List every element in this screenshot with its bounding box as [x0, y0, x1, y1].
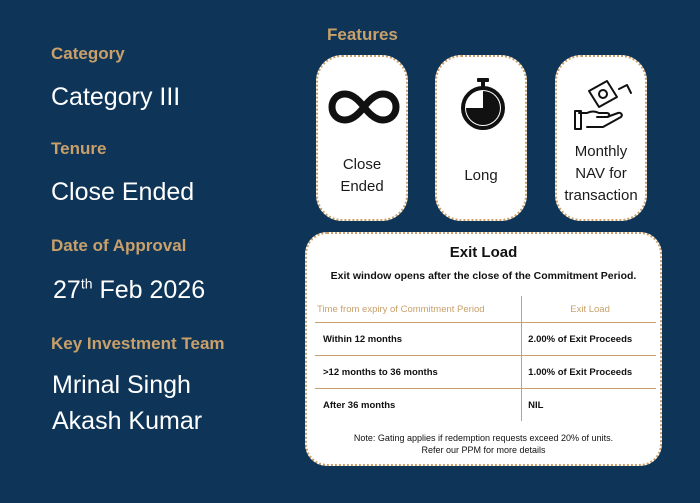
- note-line: Refer our PPM for more details: [421, 445, 546, 456]
- team-member: Mrinal Singh: [52, 371, 191, 399]
- exit-load-title: Exit Load: [449, 244, 518, 261]
- approval-suffix: th: [80, 275, 93, 292]
- table-header: Exit Load: [522, 296, 656, 323]
- money-hand-icon: [557, 77, 645, 129]
- exit-load-table: [315, 296, 656, 421]
- feature-card-close-ended: [316, 55, 408, 221]
- tenure-value: Close Ended: [51, 178, 195, 206]
- category-value: Category III: [51, 83, 181, 111]
- table-cell: Within 12 months: [315, 323, 522, 356]
- approval-month-year: Feb 2026: [99, 276, 206, 304]
- exit-load-subtitle: Exit window opens after the close of the Commitment Period.: [330, 270, 637, 282]
- feature-text: transaction: [564, 186, 638, 204]
- note-line: Note: Gating applies if redemption requests exceed 20% of units.: [353, 433, 614, 443]
- features-title: Features: [327, 25, 398, 44]
- category-label: Category: [51, 44, 125, 63]
- stopwatch-icon: [437, 81, 525, 133]
- feature-text: Close: [342, 156, 382, 174]
- feature-text: Ended: [340, 178, 384, 195]
- feature-text: NAV for: [575, 165, 627, 183]
- table-row: [315, 389, 656, 422]
- feature-text: Long: [464, 167, 498, 185]
- tenure-label: Tenure: [51, 139, 107, 158]
- feature-card-long: [435, 55, 527, 221]
- table-row: [315, 356, 656, 389]
- table-cell: 1.00% of Exit Proceeds: [522, 356, 656, 389]
- approval-date: [53, 272, 205, 308]
- feature-text: Monthly: [574, 143, 628, 161]
- table-cell: After 36 months: [323, 399, 396, 411]
- team-label: Key Investment Team: [51, 334, 225, 353]
- team-members: [52, 367, 202, 440]
- table-cell: NIL: [522, 389, 656, 422]
- table-cell: 2.00% of Exit Proceeds: [522, 323, 656, 356]
- table-row: [315, 323, 656, 356]
- approval-label: Date of Approval: [51, 236, 187, 255]
- exit-load-panel: [305, 232, 662, 466]
- table-header: Time from expiry of Commitment Period: [315, 296, 522, 323]
- approval-day: 27: [53, 276, 81, 304]
- infinity-icon: [318, 81, 406, 133]
- exit-load-note: [307, 432, 660, 456]
- table-cell: >12 months to 36 months: [315, 356, 522, 389]
- feature-card-monthly-nav: [555, 55, 647, 221]
- team-member: Akash Kumar: [52, 407, 203, 436]
